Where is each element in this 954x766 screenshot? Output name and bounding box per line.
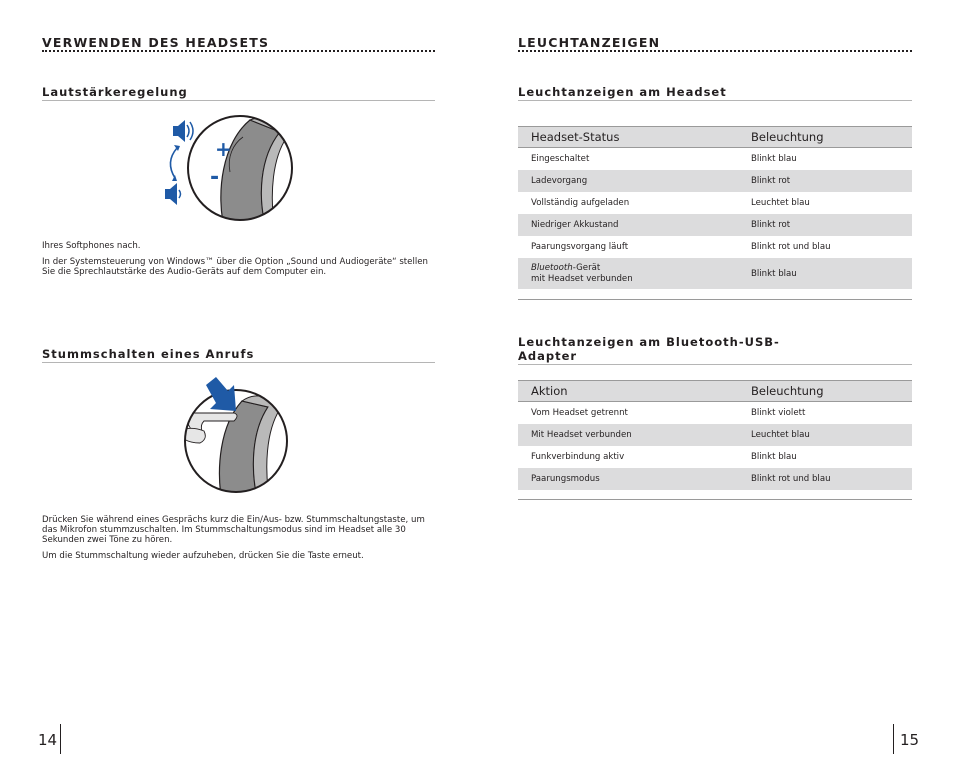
volume-body xyxy=(42,241,437,283)
left-page-bar xyxy=(60,724,61,754)
light-cell: Blinkt rot und blau xyxy=(751,242,831,252)
column-header: Aktion xyxy=(518,381,738,402)
volume-title: Lautstärkeregelung xyxy=(42,85,188,99)
table-row xyxy=(518,214,912,236)
light-cell: Leuchtet blau xyxy=(738,424,912,446)
adapter-table-bottom-rule xyxy=(518,499,912,500)
mute-paragraph: Um die Stummschaltung wieder aufzuheben, drücken Sie die Taste erneut. xyxy=(42,551,364,561)
status-line2: mit Headset verbunden xyxy=(531,273,633,284)
light-cell: Blinkt blau xyxy=(738,258,912,289)
light-cell: Blinkt rot xyxy=(738,214,912,236)
table-row xyxy=(518,258,912,289)
table-row xyxy=(518,148,912,171)
left-page-number: 14 xyxy=(38,731,58,749)
volume-paragraph: Ihres Softphones nach. xyxy=(42,241,141,251)
right-section-title: LEUCHTANZEIGEN xyxy=(518,35,661,50)
mute-title: Stummschalten eines Anrufs xyxy=(42,347,255,361)
adapter-led-table xyxy=(518,380,912,490)
table-row xyxy=(518,192,912,214)
light-cell: Blinkt rot xyxy=(738,170,912,192)
adapter-title-line1: Leuchtanzeigen am Bluetooth-USB- xyxy=(518,335,780,349)
volume-illustration xyxy=(155,112,295,224)
light-cell: Blinkt violett xyxy=(751,408,806,418)
mute-illustration xyxy=(180,373,290,495)
mute-title-rule xyxy=(42,362,435,363)
adapter-led-title xyxy=(518,335,780,363)
table-row xyxy=(518,424,912,446)
headset-led-rule xyxy=(518,100,912,101)
status-cell: Paarungsvorgang läuft xyxy=(531,242,629,252)
mute-body xyxy=(42,515,427,567)
volume-paragraph: In der Systemsteuerung von Windows™ über die Option „Sound und Audiogeräte“ stellen Sie die Sprechlautstärke des Audio-Geräts auf dem Computer ein. xyxy=(42,257,428,277)
adapter-title-line2: Adapter xyxy=(518,349,578,363)
action-cell: Funkverbindung aktiv xyxy=(531,452,625,462)
status-italic: Bluetooth xyxy=(531,262,573,273)
status-rest: -Gerät xyxy=(572,262,601,273)
volume-arrow-icon xyxy=(170,148,177,178)
light-cell: Blinkt rot und blau xyxy=(738,468,912,490)
adapter-led-rule xyxy=(518,364,912,365)
table-header xyxy=(518,381,912,402)
volume-title-rule xyxy=(42,100,435,101)
action-cell: Paarungsmodus xyxy=(518,468,738,490)
status-cell: Niedriger Akkustand xyxy=(518,214,738,236)
status-cell: Eingeschaltet xyxy=(531,154,590,164)
speaker-loud-icon xyxy=(173,120,193,142)
right-section-dots xyxy=(518,50,912,52)
mute-paragraph: Drücken Sie während eines Gesprächs kurz die Ein/Aus- bzw. Stummschaltungstaste, um das Mikrofon stummzuschalten. Im Stummschaltungsmodus sind im Headset alle 30 Sekunden zwei Töne zu hören. xyxy=(42,515,425,545)
light-cell: Blinkt blau xyxy=(751,452,797,462)
table-row xyxy=(518,236,912,258)
status-cell xyxy=(518,258,738,289)
light-cell: Leuchtet blau xyxy=(751,198,810,208)
headset-led-table xyxy=(518,126,912,289)
left-section-title: VERWENDEN DES HEADSETS xyxy=(42,35,270,50)
status-cell: Ladevorgang xyxy=(518,170,738,192)
action-cell: Vom Headset getrennt xyxy=(531,408,628,418)
headset-table-bottom-rule xyxy=(518,299,912,300)
action-cell: Mit Headset verbunden xyxy=(518,424,738,446)
plus-sign: + xyxy=(215,137,232,161)
left-section-dots xyxy=(42,50,435,52)
right-page-bar xyxy=(893,724,894,754)
column-header: Beleuchtung xyxy=(738,381,912,402)
speaker-quiet-icon xyxy=(165,183,181,205)
light-cell: Blinkt blau xyxy=(751,154,797,164)
right-page-number: 15 xyxy=(900,731,920,749)
table-header xyxy=(518,127,912,148)
status-cell: Vollständig aufgeladen xyxy=(531,198,630,208)
table-row xyxy=(518,446,912,468)
minus-sign: - xyxy=(210,165,220,190)
table-row xyxy=(518,170,912,192)
table-row xyxy=(518,402,912,425)
headset-led-title: Leuchtanzeigen am Headset xyxy=(518,85,727,99)
column-header: Headset-Status xyxy=(518,127,738,148)
column-header: Beleuchtung xyxy=(738,127,912,148)
table-row xyxy=(518,468,912,490)
